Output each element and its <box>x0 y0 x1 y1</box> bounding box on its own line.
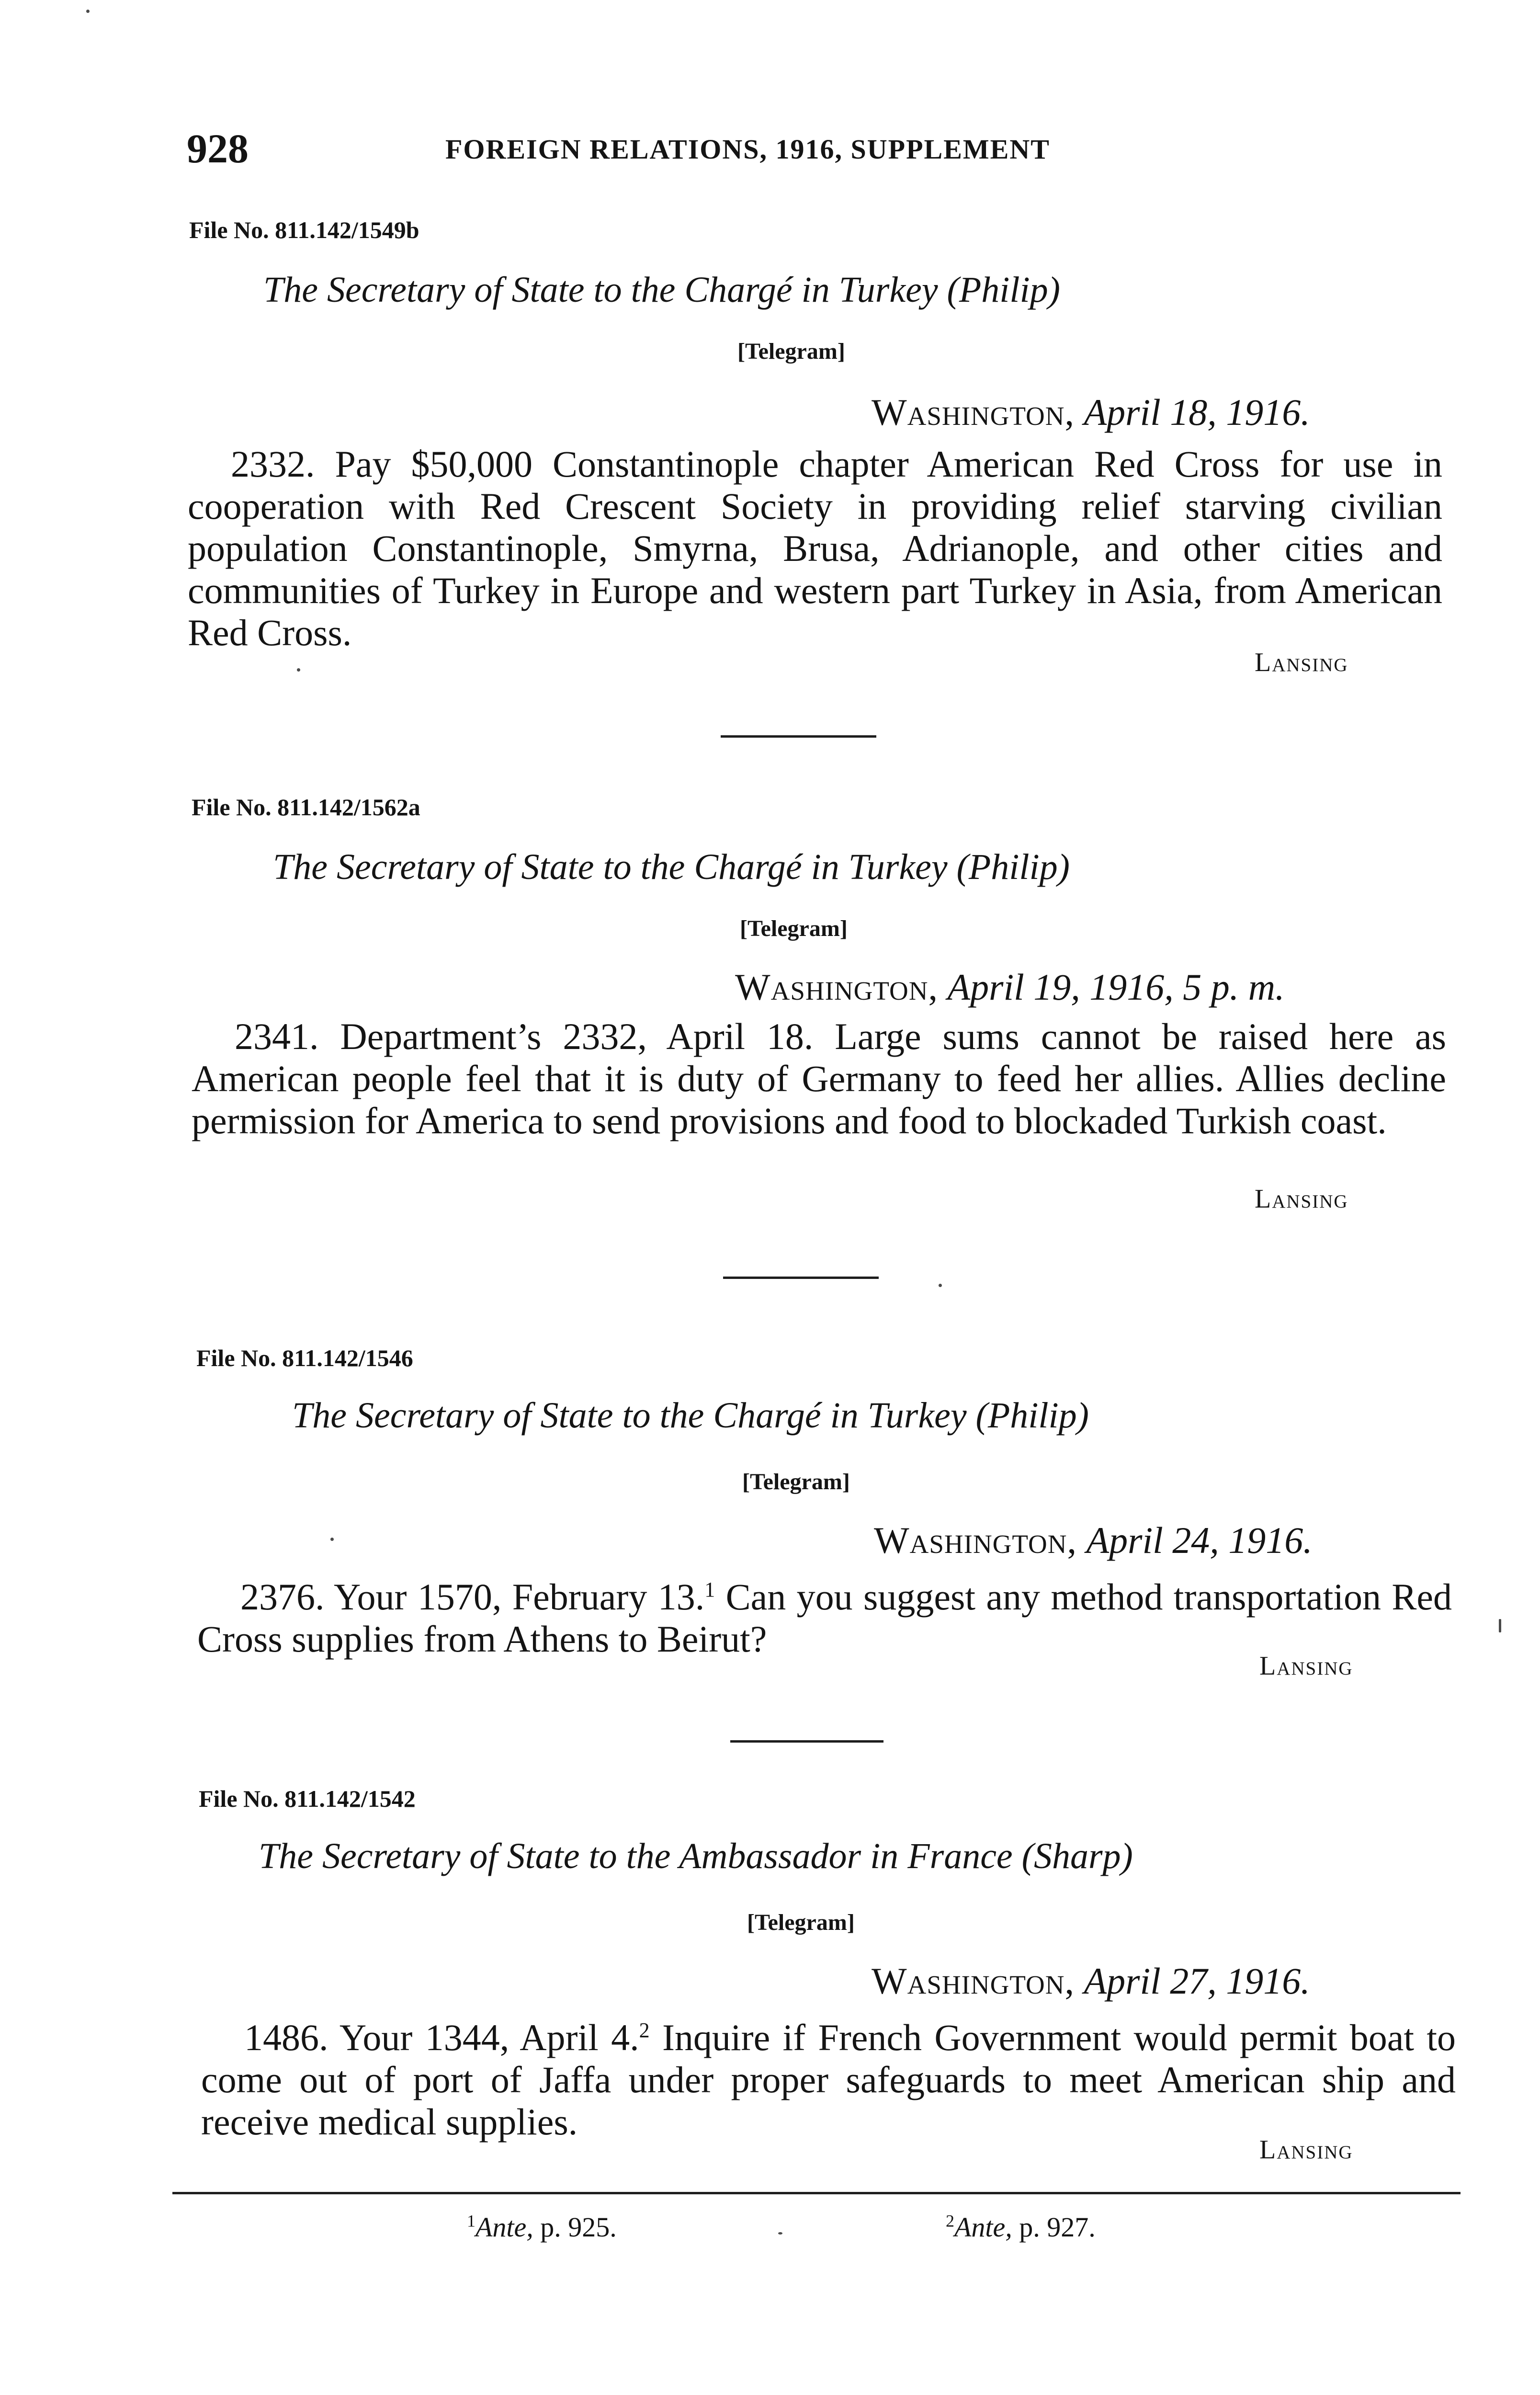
document-type: [Telegram] <box>737 339 845 364</box>
dateline-date: April 27, 1916. <box>1084 1960 1310 2002</box>
document-title: The Secretary of State to the Chargé in Turkey (Philip) <box>273 847 1070 887</box>
file-number: File No. 811.142/1549b <box>189 217 419 243</box>
body-rest: Inquire if French Government would permit boat to come out of port of Jaffa under proper safeguards to meet American ship and receive medical supplies. <box>201 2017 1456 2143</box>
footnote-page: p. 927. <box>1012 2212 1096 2243</box>
signature: Lansing <box>1259 1651 1353 1681</box>
dateline-place: Washington, <box>874 1519 1077 1561</box>
signature: Lansing <box>1255 1184 1348 1214</box>
telegram-body: 2332. Pay $50,000 Constantinople chapter American Red Cross for use in cooperation with Red Crescent Society in providing relief starving civilian population Constantinople, Smyrna, Brusa, Adrianople, and other cities and communities of Turkey in Europe and western part Turkey in Asia, from American Red Cross. <box>188 443 1442 653</box>
telegram-body <box>197 1569 1452 1660</box>
dateline <box>872 390 1310 434</box>
dateline-date: April 19, 1916, 5 p. m. <box>947 966 1285 1008</box>
footnote-ante: Ante, <box>476 2212 533 2243</box>
document-type: [Telegram] <box>742 1469 850 1494</box>
footnote-marker: 1 <box>467 2211 476 2231</box>
footnote-ante: Ante, <box>954 2212 1012 2243</box>
running-title: FOREIGN RELATIONS, 1916, SUPPLEMENT <box>445 134 1050 165</box>
telegram-body: 2341. Department’s 2332, April 18. Large sums cannot be raised here as American people feel that it is duty of Germany to feed her allies. Allies decline permission for America to send provisions and food to blockaded Turkish coast. <box>192 1015 1446 1141</box>
document-type: [Telegram] <box>747 1910 855 1935</box>
footnote-marker: 2 <box>946 2211 954 2231</box>
section-divider <box>730 1740 883 1743</box>
dateline-date: April 18, 1916. <box>1084 391 1310 433</box>
footnotes <box>0 2209 1540 2247</box>
dateline-date: April 24, 1916. <box>1086 1519 1313 1561</box>
document-title: The Secretary of State to the Chargé in Turkey (Philip) <box>263 270 1060 310</box>
footnote-2 <box>946 2209 1096 2246</box>
footnote-reference: 2 <box>639 2019 650 2042</box>
signature: Lansing <box>1259 2135 1353 2165</box>
document-title: The Secretary of State to the Chargé in Turkey (Philip) <box>292 1395 1089 1436</box>
dateline <box>735 965 1285 1009</box>
footnote-reference: 1 <box>704 1578 715 1601</box>
body-rest: Can you suggest any method transportation Red Cross supplies from Athens to Beirut? <box>197 1576 1452 1660</box>
scan-speck <box>330 1538 334 1541</box>
file-number: File No. 811.142/1542 <box>199 1785 416 1812</box>
scan-speck <box>86 10 90 13</box>
dateline <box>874 1518 1313 1562</box>
dateline <box>872 1959 1310 2003</box>
file-number: File No. 811.142/1562a <box>192 794 420 821</box>
footnote-1 <box>467 2209 617 2246</box>
dateline-place: Washington, <box>872 391 1075 433</box>
running-head <box>187 122 1192 175</box>
scan-speck <box>939 1284 942 1287</box>
section-divider <box>721 735 876 738</box>
page-number: 928 <box>187 125 249 171</box>
scan-speck <box>1499 1619 1501 1632</box>
body-lead: 1486. Your 1344, April 4. <box>244 2017 639 2058</box>
scan-speck <box>297 668 300 672</box>
document-type: [Telegram] <box>740 916 848 941</box>
dateline-place: Washington, <box>735 966 938 1008</box>
telegram-body <box>201 2009 1456 2143</box>
file-number: File No. 811.142/1546 <box>196 1345 413 1371</box>
footnote-rule <box>172 2192 1461 2194</box>
footnote-page: p. 925. <box>533 2212 617 2243</box>
dateline-place: Washington, <box>872 1960 1075 2002</box>
document-title: The Secretary of State to the Ambassador in France (Sharp) <box>259 1836 1133 1876</box>
section-divider <box>723 1277 879 1279</box>
body-lead: 2376. Your 1570, February 13. <box>240 1576 705 1618</box>
signature: Lansing <box>1255 648 1348 677</box>
scan-speck <box>778 2232 782 2235</box>
